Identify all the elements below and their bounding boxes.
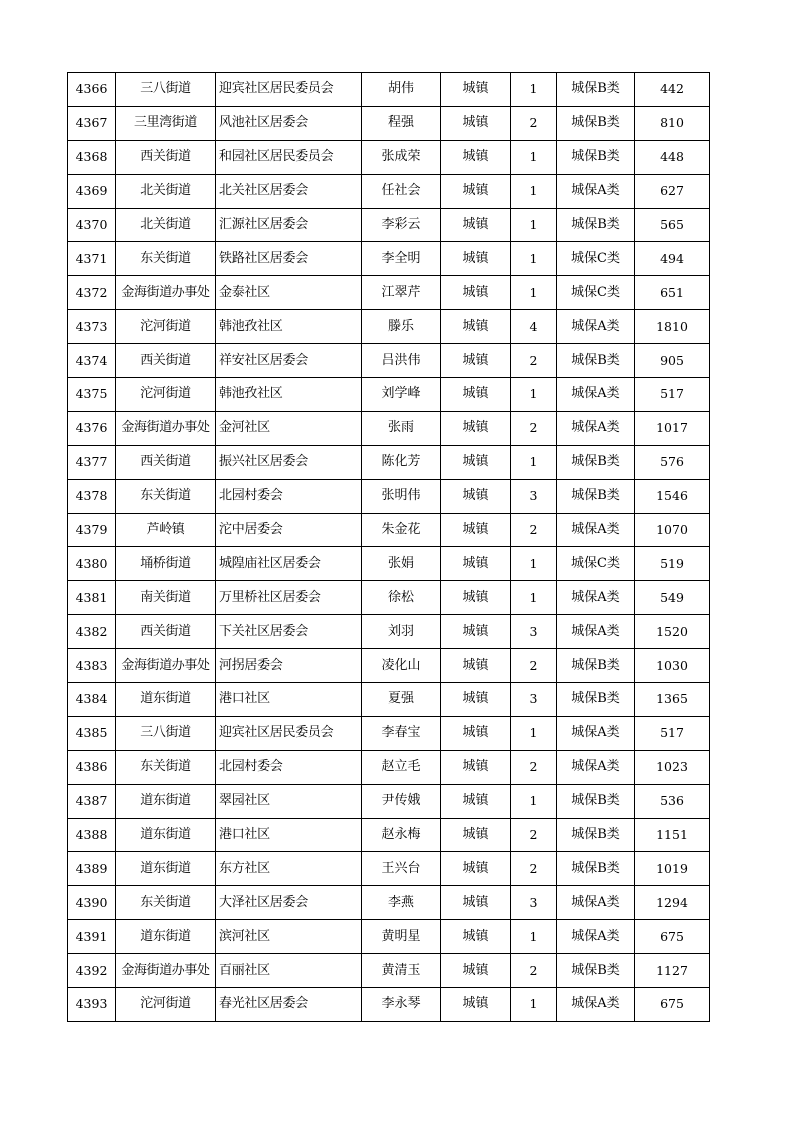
household-count-cell: 1	[511, 445, 557, 479]
record-id-cell: 4367	[68, 106, 116, 140]
person-name-cell: 刘羽	[362, 615, 441, 649]
person-name-cell: 王兴台	[362, 852, 441, 886]
area-type-cell: 城镇	[441, 242, 511, 276]
amount-cell: 448	[635, 140, 710, 174]
person-name-cell: 赵永梅	[362, 818, 441, 852]
amount-cell: 565	[635, 208, 710, 242]
insurance-category-cell: 城保A类	[557, 513, 635, 547]
area-type-cell: 城镇	[441, 208, 511, 242]
insurance-category-cell: 城保B类	[557, 954, 635, 988]
amount-cell: 549	[635, 581, 710, 615]
street-cell: 金海街道办事处	[116, 649, 216, 683]
table-body	[68, 73, 710, 1022]
insurance-category-cell: 城保A类	[557, 174, 635, 208]
table-row	[68, 683, 710, 717]
area-type-cell: 城镇	[441, 174, 511, 208]
community-cell: 振兴社区居委会	[216, 445, 362, 479]
area-type-cell: 城镇	[441, 920, 511, 954]
amount-cell: 627	[635, 174, 710, 208]
person-name-cell: 李燕	[362, 886, 441, 920]
amount-cell: 517	[635, 378, 710, 412]
household-count-cell: 2	[511, 954, 557, 988]
table-row	[68, 852, 710, 886]
insurance-category-cell: 城保B类	[557, 344, 635, 378]
record-id-cell: 4389	[68, 852, 116, 886]
community-cell: 北关社区居委会	[216, 174, 362, 208]
table-row	[68, 886, 710, 920]
street-cell: 北关街道	[116, 174, 216, 208]
area-type-cell: 城镇	[441, 852, 511, 886]
record-id-cell: 4393	[68, 988, 116, 1022]
street-cell: 金海街道办事处	[116, 954, 216, 988]
insurance-category-cell: 城保B类	[557, 784, 635, 818]
table-row	[68, 208, 710, 242]
table-row	[68, 106, 710, 140]
amount-cell: 675	[635, 920, 710, 954]
person-name-cell: 江翠芹	[362, 276, 441, 310]
table-row	[68, 174, 710, 208]
record-id-cell: 4373	[68, 310, 116, 344]
record-id-cell: 4377	[68, 445, 116, 479]
person-name-cell: 赵立毛	[362, 750, 441, 784]
street-cell: 三八街道	[116, 73, 216, 107]
person-name-cell: 凌化山	[362, 649, 441, 683]
street-cell: 金海街道办事处	[116, 411, 216, 445]
insurance-category-cell: 城保A类	[557, 988, 635, 1022]
street-cell: 沱河街道	[116, 988, 216, 1022]
household-count-cell: 1	[511, 784, 557, 818]
amount-cell: 1365	[635, 683, 710, 717]
record-id-cell: 4388	[68, 818, 116, 852]
record-id-cell: 4366	[68, 73, 116, 107]
insurance-category-cell: 城保A类	[557, 310, 635, 344]
person-name-cell: 吕洪伟	[362, 344, 441, 378]
amount-cell: 675	[635, 988, 710, 1022]
amount-cell: 536	[635, 784, 710, 818]
household-count-cell: 1	[511, 140, 557, 174]
street-cell: 道东街道	[116, 683, 216, 717]
community-cell: 和园社区居民委员会	[216, 140, 362, 174]
household-count-cell: 3	[511, 615, 557, 649]
area-type-cell: 城镇	[441, 750, 511, 784]
record-id-cell: 4375	[68, 378, 116, 412]
table-row	[68, 750, 710, 784]
street-cell: 道东街道	[116, 920, 216, 954]
community-cell: 迎宾社区居民委员会	[216, 73, 362, 107]
insurance-category-cell: 城保A类	[557, 378, 635, 412]
street-cell: 西关街道	[116, 445, 216, 479]
area-type-cell: 城镇	[441, 784, 511, 818]
amount-cell: 905	[635, 344, 710, 378]
amount-cell: 1017	[635, 411, 710, 445]
area-type-cell: 城镇	[441, 716, 511, 750]
table-row	[68, 954, 710, 988]
area-type-cell: 城镇	[441, 73, 511, 107]
insurance-category-cell: 城保B类	[557, 445, 635, 479]
street-cell: 三里湾街道	[116, 106, 216, 140]
household-count-cell: 3	[511, 683, 557, 717]
person-name-cell: 胡伟	[362, 73, 441, 107]
insurance-category-cell: 城保A类	[557, 615, 635, 649]
beneficiary-table	[67, 72, 710, 1022]
community-cell: 万里桥社区居委会	[216, 581, 362, 615]
amount-cell: 494	[635, 242, 710, 276]
record-id-cell: 4379	[68, 513, 116, 547]
person-name-cell: 李永琴	[362, 988, 441, 1022]
household-count-cell: 1	[511, 276, 557, 310]
insurance-category-cell: 城保A类	[557, 411, 635, 445]
record-id-cell: 4369	[68, 174, 116, 208]
area-type-cell: 城镇	[441, 615, 511, 649]
community-cell: 金泰社区	[216, 276, 362, 310]
table-row	[68, 445, 710, 479]
record-id-cell: 4381	[68, 581, 116, 615]
person-name-cell: 尹传娥	[362, 784, 441, 818]
amount-cell: 1019	[635, 852, 710, 886]
amount-cell: 519	[635, 547, 710, 581]
household-count-cell: 1	[511, 174, 557, 208]
household-count-cell: 2	[511, 750, 557, 784]
street-cell: 西关街道	[116, 344, 216, 378]
table-row	[68, 378, 710, 412]
person-name-cell: 李全明	[362, 242, 441, 276]
insurance-category-cell: 城保B类	[557, 73, 635, 107]
community-cell: 城隍庙社区居委会	[216, 547, 362, 581]
household-count-cell: 4	[511, 310, 557, 344]
record-id-cell: 4380	[68, 547, 116, 581]
amount-cell: 442	[635, 73, 710, 107]
person-name-cell: 陈化芳	[362, 445, 441, 479]
community-cell: 百丽社区	[216, 954, 362, 988]
area-type-cell: 城镇	[441, 344, 511, 378]
street-cell: 道东街道	[116, 852, 216, 886]
area-type-cell: 城镇	[441, 310, 511, 344]
insurance-category-cell: 城保B类	[557, 479, 635, 513]
record-id-cell: 4376	[68, 411, 116, 445]
person-name-cell: 程强	[362, 106, 441, 140]
community-cell: 春光社区居委会	[216, 988, 362, 1022]
amount-cell: 1294	[635, 886, 710, 920]
street-cell: 南关街道	[116, 581, 216, 615]
table-row	[68, 479, 710, 513]
person-name-cell: 张明伟	[362, 479, 441, 513]
community-cell: 大泽社区居委会	[216, 886, 362, 920]
person-name-cell: 张雨	[362, 411, 441, 445]
insurance-category-cell: 城保C类	[557, 547, 635, 581]
household-count-cell: 1	[511, 716, 557, 750]
area-type-cell: 城镇	[441, 683, 511, 717]
amount-cell: 1030	[635, 649, 710, 683]
record-id-cell: 4384	[68, 683, 116, 717]
person-name-cell: 张成荣	[362, 140, 441, 174]
amount-cell: 576	[635, 445, 710, 479]
community-cell: 下关社区居委会	[216, 615, 362, 649]
table-row	[68, 581, 710, 615]
street-cell: 沱河街道	[116, 378, 216, 412]
record-id-cell: 4385	[68, 716, 116, 750]
person-name-cell: 张娟	[362, 547, 441, 581]
community-cell: 北园村委会	[216, 479, 362, 513]
table-row	[68, 988, 710, 1022]
insurance-category-cell: 城保B类	[557, 208, 635, 242]
household-count-cell: 1	[511, 73, 557, 107]
community-cell: 祥安社区居委会	[216, 344, 362, 378]
person-name-cell: 黄明星	[362, 920, 441, 954]
area-type-cell: 城镇	[441, 547, 511, 581]
record-id-cell: 4386	[68, 750, 116, 784]
insurance-category-cell: 城保B类	[557, 140, 635, 174]
amount-cell: 1023	[635, 750, 710, 784]
table-row	[68, 649, 710, 683]
insurance-category-cell: 城保C类	[557, 276, 635, 310]
insurance-category-cell: 城保A类	[557, 750, 635, 784]
record-id-cell: 4374	[68, 344, 116, 378]
record-id-cell: 4387	[68, 784, 116, 818]
community-cell: 韩池孜社区	[216, 378, 362, 412]
household-count-cell: 2	[511, 649, 557, 683]
table-row	[68, 73, 710, 107]
area-type-cell: 城镇	[441, 276, 511, 310]
table-row	[68, 818, 710, 852]
amount-cell: 1520	[635, 615, 710, 649]
amount-cell: 651	[635, 276, 710, 310]
person-name-cell: 任社会	[362, 174, 441, 208]
person-name-cell: 刘学峰	[362, 378, 441, 412]
amount-cell: 517	[635, 716, 710, 750]
household-count-cell: 3	[511, 479, 557, 513]
community-cell: 港口社区	[216, 683, 362, 717]
street-cell: 道东街道	[116, 818, 216, 852]
street-cell: 沱河街道	[116, 310, 216, 344]
table-row	[68, 242, 710, 276]
table-row	[68, 513, 710, 547]
person-name-cell: 夏强	[362, 683, 441, 717]
community-cell: 铁路社区居委会	[216, 242, 362, 276]
street-cell: 西关街道	[116, 140, 216, 174]
amount-cell: 1151	[635, 818, 710, 852]
table-row	[68, 344, 710, 378]
household-count-cell: 1	[511, 920, 557, 954]
insurance-category-cell: 城保B类	[557, 818, 635, 852]
street-cell: 东关街道	[116, 750, 216, 784]
street-cell: 东关街道	[116, 886, 216, 920]
street-cell: 三八街道	[116, 716, 216, 750]
community-cell: 风池社区居委会	[216, 106, 362, 140]
table-row	[68, 276, 710, 310]
table-row	[68, 920, 710, 954]
area-type-cell: 城镇	[441, 378, 511, 412]
insurance-category-cell: 城保A类	[557, 716, 635, 750]
street-cell: 东关街道	[116, 242, 216, 276]
table-row	[68, 615, 710, 649]
record-id-cell: 4368	[68, 140, 116, 174]
insurance-category-cell: 城保B类	[557, 649, 635, 683]
area-type-cell: 城镇	[441, 106, 511, 140]
area-type-cell: 城镇	[441, 445, 511, 479]
area-type-cell: 城镇	[441, 818, 511, 852]
record-id-cell: 4383	[68, 649, 116, 683]
household-count-cell: 1	[511, 378, 557, 412]
household-count-cell: 1	[511, 208, 557, 242]
insurance-category-cell: 城保C类	[557, 242, 635, 276]
community-cell: 翠园社区	[216, 784, 362, 818]
community-cell: 北园村委会	[216, 750, 362, 784]
table-row	[68, 716, 710, 750]
street-cell: 北关街道	[116, 208, 216, 242]
record-id-cell: 4391	[68, 920, 116, 954]
street-cell: 埇桥街道	[116, 547, 216, 581]
insurance-category-cell: 城保B类	[557, 106, 635, 140]
area-type-cell: 城镇	[441, 581, 511, 615]
household-count-cell: 2	[511, 411, 557, 445]
household-count-cell: 3	[511, 886, 557, 920]
community-cell: 金河社区	[216, 411, 362, 445]
amount-cell: 1127	[635, 954, 710, 988]
household-count-cell: 1	[511, 988, 557, 1022]
amount-cell: 1810	[635, 310, 710, 344]
insurance-category-cell: 城保A类	[557, 920, 635, 954]
table-row	[68, 140, 710, 174]
community-cell: 东方社区	[216, 852, 362, 886]
record-id-cell: 4371	[68, 242, 116, 276]
area-type-cell: 城镇	[441, 140, 511, 174]
community-cell: 沱中居委会	[216, 513, 362, 547]
table-row	[68, 784, 710, 818]
person-name-cell: 李春宝	[362, 716, 441, 750]
area-type-cell: 城镇	[441, 513, 511, 547]
street-cell: 西关街道	[116, 615, 216, 649]
household-count-cell: 2	[511, 513, 557, 547]
area-type-cell: 城镇	[441, 649, 511, 683]
area-type-cell: 城镇	[441, 479, 511, 513]
community-cell: 滨河社区	[216, 920, 362, 954]
insurance-category-cell: 城保B类	[557, 683, 635, 717]
table-row	[68, 547, 710, 581]
area-type-cell: 城镇	[441, 411, 511, 445]
person-name-cell: 黄清玉	[362, 954, 441, 988]
table-row	[68, 310, 710, 344]
household-count-cell: 1	[511, 581, 557, 615]
person-name-cell: 朱金花	[362, 513, 441, 547]
household-count-cell: 2	[511, 106, 557, 140]
street-cell: 金海街道办事处	[116, 276, 216, 310]
street-cell: 道东街道	[116, 784, 216, 818]
amount-cell: 1070	[635, 513, 710, 547]
area-type-cell: 城镇	[441, 954, 511, 988]
street-cell: 芦岭镇	[116, 513, 216, 547]
community-cell: 迎宾社区居民委员会	[216, 716, 362, 750]
record-id-cell: 4370	[68, 208, 116, 242]
household-count-cell: 1	[511, 547, 557, 581]
amount-cell: 1546	[635, 479, 710, 513]
record-id-cell: 4372	[68, 276, 116, 310]
area-type-cell: 城镇	[441, 886, 511, 920]
household-count-cell: 2	[511, 852, 557, 886]
community-cell: 河拐居委会	[216, 649, 362, 683]
community-cell: 港口社区	[216, 818, 362, 852]
household-count-cell: 2	[511, 344, 557, 378]
street-cell: 东关街道	[116, 479, 216, 513]
area-type-cell: 城镇	[441, 988, 511, 1022]
household-count-cell: 2	[511, 818, 557, 852]
record-id-cell: 4392	[68, 954, 116, 988]
record-id-cell: 4378	[68, 479, 116, 513]
person-name-cell: 徐松	[362, 581, 441, 615]
household-count-cell: 1	[511, 242, 557, 276]
amount-cell: 810	[635, 106, 710, 140]
table-row	[68, 411, 710, 445]
insurance-category-cell: 城保B类	[557, 852, 635, 886]
person-name-cell: 滕乐	[362, 310, 441, 344]
person-name-cell: 李彩云	[362, 208, 441, 242]
community-cell: 韩池孜社区	[216, 310, 362, 344]
record-id-cell: 4390	[68, 886, 116, 920]
insurance-category-cell: 城保A类	[557, 581, 635, 615]
insurance-category-cell: 城保A类	[557, 886, 635, 920]
record-id-cell: 4382	[68, 615, 116, 649]
community-cell: 汇源社区居委会	[216, 208, 362, 242]
